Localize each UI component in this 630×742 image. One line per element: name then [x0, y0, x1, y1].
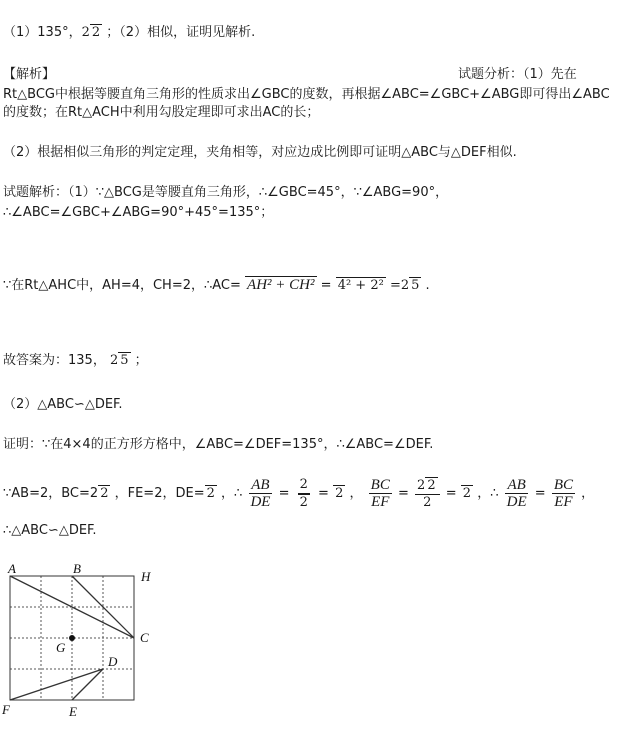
fraction-2-sqrt2-den: 2 — [299, 494, 308, 510]
eq3: = — [397, 486, 409, 501]
result-sqrt-2: 2 — [335, 486, 344, 501]
ratio-prefix: ∵AB=2，BC=2 — [3, 486, 99, 501]
fraction-2-sqrt2-num: 2 — [299, 476, 308, 492]
ans-prefix: 故答案为：135， — [3, 353, 106, 368]
eq1: = — [278, 486, 290, 501]
fraction-2sqrt2-2-rad: 2 — [427, 477, 436, 493]
segment-fd — [10, 669, 103, 700]
label-e: E — [69, 704, 77, 719]
fraction-ab-de-den: DE — [250, 494, 271, 510]
sqrt-5 — [409, 277, 421, 294]
eq2: = — [318, 486, 329, 501]
sqrt-4-2-value: 4² + 2² — [337, 278, 384, 293]
fraction-bc-ef-2-den: EF — [554, 494, 573, 510]
answer-line — [3, 24, 255, 42]
label-a: A — [8, 561, 16, 576]
eq5: = — [534, 486, 546, 501]
fraction-ab-de — [248, 477, 272, 510]
eq4: = — [445, 486, 457, 501]
ans-end: ； — [134, 353, 148, 368]
ratio-after: ，∴ — [221, 486, 243, 501]
solution-line1: 试题解析：（1）∵△BCG是等腰直角三角形，∴∠GBC=45°，∵∠ABG=90°， — [3, 185, 449, 200]
sqrt-4-2 — [336, 277, 386, 294]
proof-line1: 证明：∵在4×4的正方形方格中，∠ABC=∠DEF=135°，∴∠ABC=∠DEF. — [3, 437, 434, 452]
heading-text: 【解析】 — [3, 67, 56, 82]
solution-line2: ∴∠ABC=∠GBC+∠ABG=90°+45°=135°； — [3, 205, 274, 220]
result2-sqrt-2: 2 — [462, 486, 472, 501]
sqrt-ah-ch — [245, 276, 316, 293]
fraction-bc-ef-2-num: BC — [553, 477, 573, 493]
ans-coef: 2 — [109, 353, 119, 368]
fraction-bc-ef — [369, 477, 392, 510]
bc-sqrt-2-value: 2 — [100, 486, 109, 501]
comma1: ， — [349, 486, 363, 501]
sqrt-ah-ch-value: AH² + CH² — [247, 277, 315, 293]
sqrt-5-value: 5 — [411, 278, 420, 293]
therefore: ，∴ — [477, 486, 499, 501]
label-g: G — [56, 640, 66, 655]
point-g-dot — [69, 635, 75, 641]
ac-eq2: =2 — [389, 278, 410, 293]
answer-coef: 2 — [81, 25, 90, 40]
ratio-mid: ，FE=2，DE= — [114, 486, 205, 501]
sqrt-2-value: 2 — [91, 25, 101, 40]
label-f: F — [2, 702, 10, 717]
part2-heading: （2）△ABC∽△DEF. — [3, 397, 123, 412]
fraction-bc-ef-num: BC — [370, 477, 390, 493]
de-sqrt-2-value: 2 — [206, 486, 215, 501]
label-d: D — [108, 654, 118, 669]
label-h: H — [141, 569, 151, 584]
analysis-line2: 的度数；在Rt△ACH中利用勾股定理即可求出AC的长； — [3, 105, 320, 120]
conclusion-line: ∴△ABC∽△DEF. — [3, 523, 97, 538]
analysis-line1: Rt△BCG中根据等腰直角三角形的性质求出∠GBC的度数，再根据∠ABC=∠GBC+∠ABG即可得出∠ABC — [3, 87, 610, 102]
fraction-2sqrt2-2-coef: 2 — [417, 477, 426, 493]
fraction-bc-ef-2 — [552, 477, 575, 510]
ac-line — [3, 276, 430, 295]
analysis-right-note: 试题分析：（1）先在 — [458, 67, 577, 82]
fraction-2-sqrt2 — [296, 477, 312, 511]
de-sqrt-2 — [205, 485, 217, 502]
analysis-heading — [3, 66, 55, 84]
fraction-2sqrt2-2 — [415, 477, 440, 511]
fraction-bc-ef-den: EF — [371, 494, 390, 510]
bc-sqrt-2 — [98, 485, 110, 502]
grid-figure — [0, 560, 170, 720]
ac-prefix: ∵在Rt△AHC中，AH=4，CH=2，∴AC= — [3, 278, 241, 293]
fraction-2sqrt2-2-den: 2 — [423, 494, 432, 510]
ac-eq1: = — [320, 278, 332, 293]
tail: ， — [581, 486, 595, 501]
fraction-ab-de-2 — [505, 477, 529, 510]
sqrt-2 — [90, 24, 102, 41]
answer-part2: ；（2）相似，证明见解析. — [106, 25, 256, 40]
label-b: B — [73, 561, 81, 576]
label-c: C — [140, 630, 149, 645]
answer-part1: （1）135°， — [3, 25, 82, 40]
ans-sqrt-5 — [118, 352, 130, 369]
analysis-line3: （2）根据相似三角形的判定定理，夹角相等，对应边成比例即可证明△ABC与△DEF相似. — [3, 145, 517, 160]
ans-sqrt-5-value: 5 — [120, 353, 129, 368]
ac-end: . — [425, 278, 430, 293]
ratio-line — [3, 476, 594, 512]
answer-repeat-line — [3, 352, 148, 370]
fraction-ab-de-2-num: AB — [507, 477, 526, 493]
fraction-ab-de-num: AB — [251, 477, 270, 493]
fraction-ab-de-2-den: DE — [506, 494, 527, 510]
